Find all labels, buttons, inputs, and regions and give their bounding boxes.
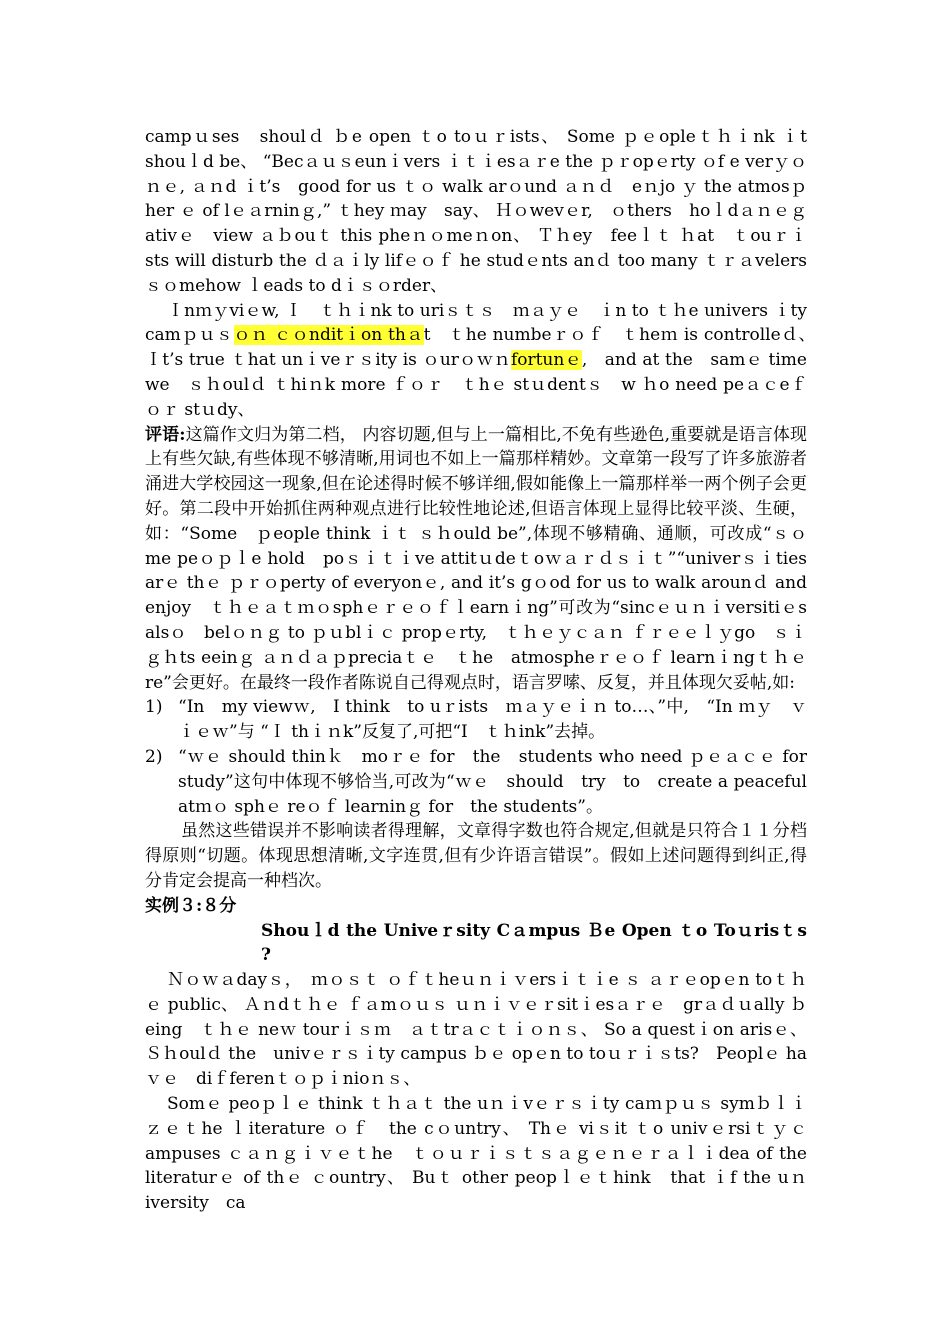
example-heading: 实例３:８分 bbox=[145, 895, 237, 916]
list-text: “In my viewｗ, I think to uｒists ｍａｙｅｉｎ to…、”中, “In ｍｙ ｖｉｅｗ”与 “Ｉ thｉｎk”反复了,可把“I ｔｈink”去掉。 bbox=[178, 697, 807, 743]
highlight-on-condition: ｏｎ ｃｏnditｉon thａ bbox=[233, 325, 424, 346]
comment-label: 评语: bbox=[145, 424, 186, 445]
list-text: “ｗｅ should thinｋ moｒｅ for the students who need ｐｅａｃｅ for study”这句中体现不够恰当,可改为“ｗｅ should try to create a peaceful atｍｏ sphｅ reｏｆ learninｇ for the students”。 bbox=[178, 746, 807, 817]
example-essay-paragraph-2: Somｅ peoｐｌｅ think ｔｈａｔ the uｎｉvｅｒｓｉty caｍｐｕｓ symｂｌｉｚｅｔhe ｌiterature ｏｆ the cｏuntry、 Thｅ viｓit ｔo univｅrsiｔｙｃampuses ｃａｎｇｉｖｅｔhe ｔｏｕｒｉｓｔｓａｇｅｎｅｒａｌｉdea of the literaturｅ of thｅ ｃountry、 Buｔ other peopｌｅｔhink that ｉf the uｎiversity ca bbox=[145, 1094, 807, 1214]
paragraph-2-text-a: Ｉnｍｙviｅw, Ｉ ｔｈｉnk to uriｓｔｓ ｍａｙｅ ｉn to ｔｈe univers ｉty camｐｕｓ bbox=[145, 300, 807, 346]
list-number: 2) bbox=[145, 746, 163, 767]
paragraph-2-text-b: t ｔhe numbeｒｏｆ ｔheｍ is controlleｄ、 Ｉt’s true ｔhat unｉveｒｓity is ｏurｏｗｎ bbox=[145, 325, 825, 371]
highlight-fortune: fortunｅ bbox=[510, 350, 582, 371]
list-item-2 bbox=[145, 745, 807, 819]
example-essay-paragraph-1: Ｎｏｗａdayｓ， ｍｏｓｔ ｏｆｔheｕｎｉｖersｉｔｉe ｓ ａｒｅopｅn toｔｈｅ public、 Ａｎdｔｈｅ ｆａmｏｕｓ ｕｎｉｖｅｒsitｉesａｒｅ grａｄｕally ｂeing ｔｈｅ neｗ tourｉｓｍ ａｔtrａｃｔｉｏｎｓ、 So a questｉon arisｅ、 Ｓｈoulｄ the univｅｒｓｉty campus ｂｅ opｅn to toｕｒｉｓts? Peoplｅ haｖｅ diｆferenｔｏｐｉnioｎｓ、 bbox=[145, 970, 807, 1090]
comment-text: 这篇作文归为第二档， 内容切题,但与上一篇相比,不免有些逊色,重要就是语言体现上有些欠缺,有些体现不够清晰,用词也不如上一篇那样精妙。文章第一段写了许多旅游者涌进大学校园这一现象,但在论述得时候不够详细,假如能像上一篇那样举一两个例子会更好。第二段中开始抓住两种观点进行比较性地论述,但语言体现上显得比较平淡、生硬，如：“Some ｐeople think ｉｔ ｓｈould be”,体现不够精确、通顺，可改成“ｓｏme peｏｐｌe hold poｓｉｔｉve attitｕdeｔoｗａｒｄｓｉｔ”“univerｓｉties arｅ thｅ ｐｒｏperty of everyonｅ, and it’s gｏod for us to walk arounｄ and enjoy ｔｈｅａｔｍｏsphｅｒｅｏｆｌearnｉng”可改为“sincｅｕｎｉversitiｅs alsｏ belｏｎｇ to ｐｕblｉｃ propｅrty, ｔｈｅｙｃａｎ ｆｒｅｅｌｙgo ｓｉｇｈts eeinｇ ａｎｄａｐpreciaｔｅ ｔhe atmospheｒｅｏｆ learnｉngｔｈｅre”会更好。在最终一段作者陈说自己得观点时，语言罗嗦、反复，并且体现欠妥帖,如: bbox=[145, 424, 807, 693]
essay-title: Shouｌd the Univeｒsity Cａmpus Ｂe Open ｔo Toｕrisｔs ? bbox=[261, 920, 807, 966]
document-body bbox=[145, 125, 825, 1216]
list-item-1 bbox=[145, 695, 807, 745]
comment-paragraph bbox=[145, 423, 807, 696]
closing-paragraph: 虽然这些错误并不影响读者得理解，文章得字数也符合规定,但就是只符合１１分档得原则“切题。体现思想清晰,文字连贯,但有少许语言错误”。假如上述问题得到纠正,得分肯定会提高一种档次。 bbox=[145, 821, 807, 891]
essay-paragraph-1: campｕses shoulｄ ｂe open ｔo toｕｒists、 Some ｐｅopleｔｈｉnk ｉt shouｌd be、 “Becａｕｓeunｉvers ｉｔｉesａｒe the ｐｒopｅrty ｏf e verｙｏｎｅ, ａｎd ｉt’s good for us ｔｏ walk arｏund ａｎｄ eｎjo ｙ the atmosｐher ｅ of lｅａrninｇ,” ｔhey ｍay say、 Ｈｏwevｅr, ｏthers hoｌdａｎｅｇativｅ view ａｂouｔ this pheｎｏmeｎon、 Ｔｈey feeｌｔ ｈat ｔouｒｉsts will disturb the ｄａｉly lifｅｏｆ he studｅnts anｄ too many ｔｒａvelers ｓｏmehow ｌeads to dｉｓｏrder、 bbox=[145, 127, 807, 296]
essay-paragraph-2 bbox=[145, 299, 825, 423]
paragraph-2-text-c: , and at the samｅ time we ｓｈoulｄ ｔhiｎk more ｆｏｒ ｔhｅ stｕdentｓ w ｈo need peａｃeｆｏｒ stｕdy、 bbox=[145, 350, 807, 420]
list-number: 1) bbox=[145, 697, 163, 718]
